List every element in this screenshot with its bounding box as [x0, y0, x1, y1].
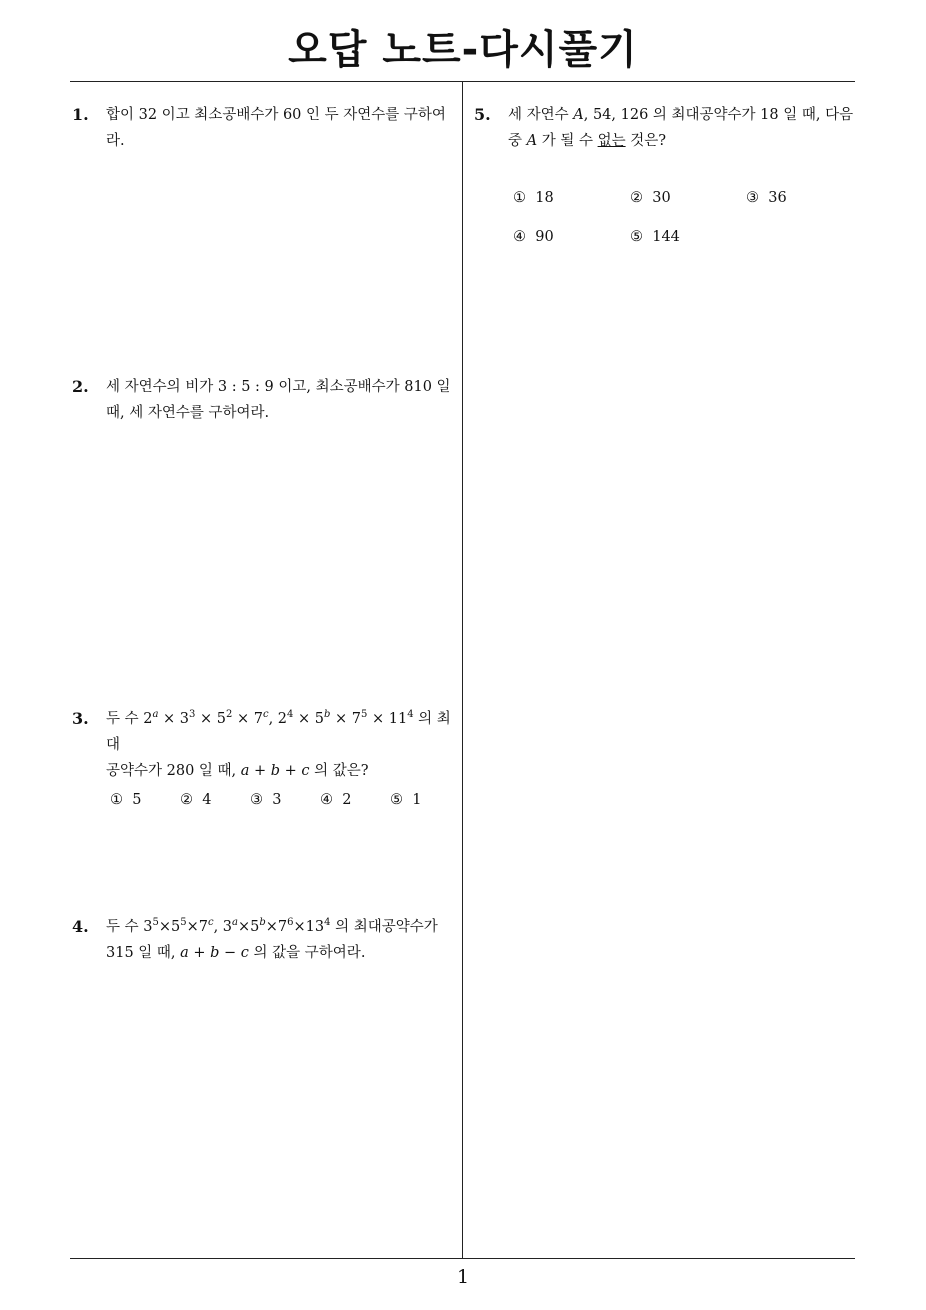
- question-line: 세 자연수의 비가 3 : 5 : 9 이고, 최소공배수가 810 일: [106, 379, 451, 395]
- math-variable: A: [526, 133, 538, 149]
- question-text-prefix: 두 수: [106, 919, 144, 935]
- question-line: , 54, 126 의 최대공약수가 18 일 때, 다음: [583, 107, 854, 123]
- math-expression: $2^a \times 3^3 \times 5^2 \times 7^c$, $2^4 \times 5^b \times 7^5 \times 11^4$: [143, 709, 414, 727]
- question-line: 세 자연수: [508, 107, 574, 123]
- question-line: 공약수가 280 일 때,: [106, 763, 241, 779]
- question-line: 의 값을 구하여라.: [248, 945, 366, 961]
- question-text: [106, 914, 462, 966]
- question-text: [106, 706, 462, 784]
- question-line: 때, 세 자연수를 구하여라.: [106, 405, 270, 421]
- question-line: 의 값은?: [309, 763, 369, 779]
- question-5: [474, 102, 864, 154]
- question-1: [72, 102, 462, 154]
- choice-4[interactable]: ④ 90: [513, 229, 554, 245]
- math-variable: A: [573, 107, 584, 123]
- choice-3[interactable]: ③ 3: [250, 792, 282, 808]
- question-line: 합이 32 이고 최소공배수가 60 인 두 자연수를 구하여: [106, 107, 446, 123]
- question-number: 4.: [72, 917, 89, 936]
- question-number: 2.: [72, 377, 89, 396]
- choice-1[interactable]: ① 18: [513, 190, 554, 206]
- question-number: 1.: [72, 105, 89, 124]
- footer-rule: [70, 1258, 855, 1259]
- choice-2[interactable]: ② 30: [630, 190, 671, 206]
- question-text-prefix: 두 수: [106, 711, 144, 727]
- page-title: 오답 노트-다시풀기: [288, 27, 638, 73]
- choice-2[interactable]: ② 4: [180, 792, 212, 808]
- math-expression: $3^5\times 5^5\times 7^c$, $3^a\times 5^b\times 7^6\times 13^4$: [143, 917, 331, 935]
- choice-5[interactable]: ⑤ 144: [630, 229, 680, 245]
- math-expression: a + b + c: [240, 763, 310, 779]
- question-text: [106, 102, 462, 154]
- question-number: 5.: [474, 105, 491, 124]
- question-2: [72, 374, 462, 426]
- question-4: [72, 914, 462, 966]
- choice-1[interactable]: ① 5: [110, 792, 142, 808]
- question-number: 3.: [72, 709, 89, 728]
- question-text: [508, 102, 864, 154]
- choice-5[interactable]: ⑤ 1: [390, 792, 422, 808]
- question-line: 가 될 수: [537, 133, 598, 149]
- question-line: 중: [508, 133, 527, 149]
- page-number: 1: [456, 1266, 470, 1288]
- choice-3[interactable]: ③ 36: [746, 190, 787, 206]
- math-expression: a + b − c: [180, 945, 249, 961]
- question-text-suffix: 의 최대공약수가: [330, 919, 438, 935]
- underlined-word: 없는: [597, 133, 626, 149]
- question-line: 라.: [106, 133, 125, 149]
- question-text: [106, 374, 462, 426]
- question-text-suffix: 의 최대: [106, 711, 451, 753]
- question-line: 것은?: [625, 133, 666, 149]
- question-line: 315 일 때,: [106, 945, 181, 961]
- question-3: [72, 706, 462, 784]
- choice-4[interactable]: ④ 2: [320, 792, 352, 808]
- column-divider: [462, 82, 463, 1258]
